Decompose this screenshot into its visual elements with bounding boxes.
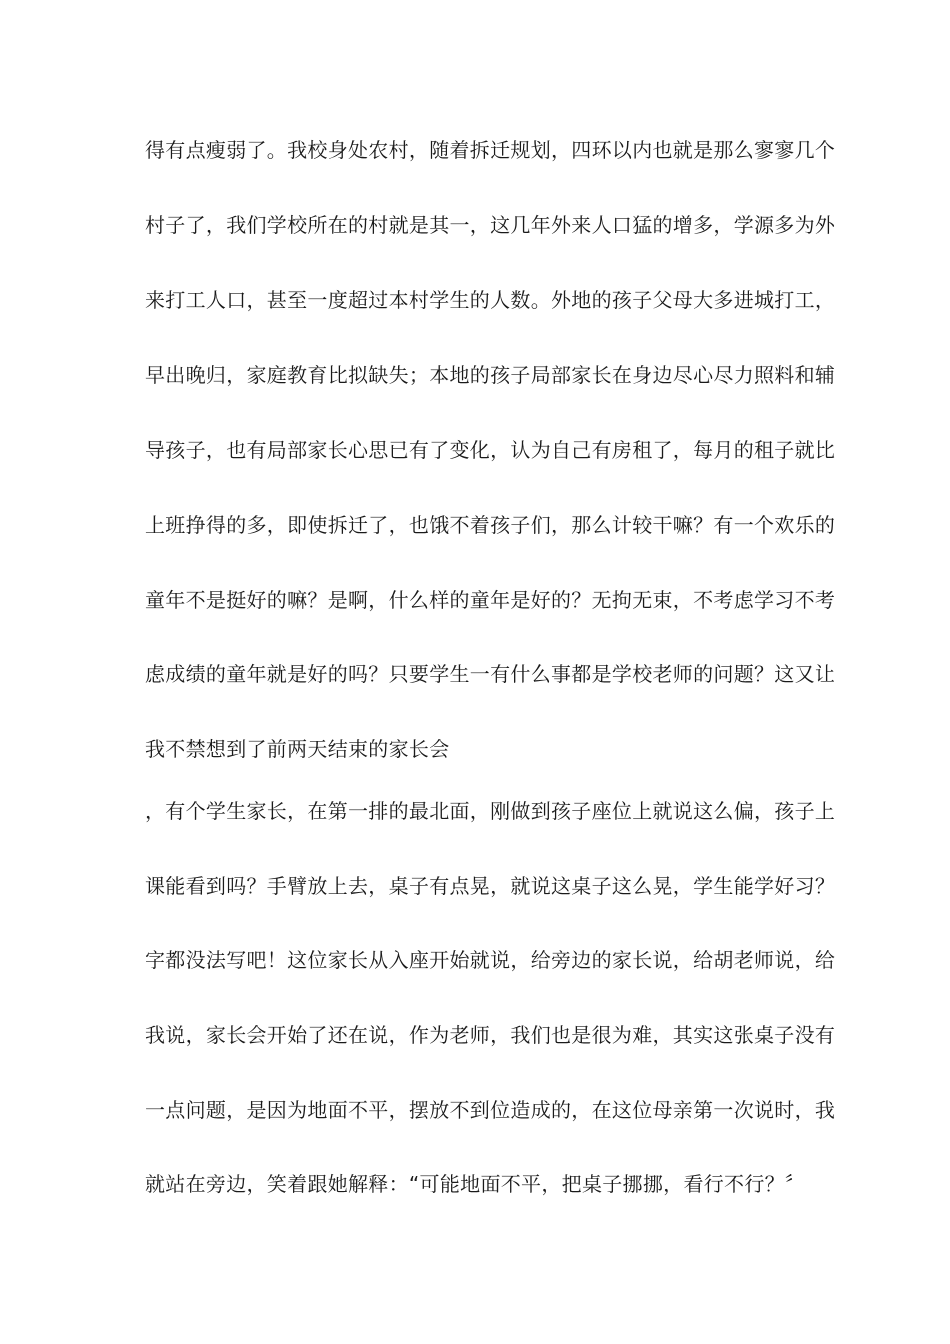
text-line-4: 早出晚归，家庭教育比拟缺失；本地的孩子局部家长在身边尽心尽力照料和辅 [145,363,836,387]
text-line-12: 字都没法写吧！这位家长从入座开始就说，给旁边的家长说，给胡老师说，给 [145,948,836,972]
text-line-1: 得有点瘦弱了。我校身处农村，随着拆迁规划，四环以内也就是那么寥寥几个 [145,138,836,162]
text-line-15: 就站在旁边，笑着跟她解释：“可能地面不平，把桌子挪挪，看行不行？〞 [145,1172,806,1196]
text-line-2: 村子了，我们学校所在的村就是其一，这几年外来人口猛的增多，学源多为外 [145,213,836,237]
text-line-13: 我说，家长会开始了还在说，作为老师，我们也是很为难，其实这张桌子没有 [145,1023,836,1047]
text-line-5: 导孩子，也有局部家长心思已有了变化，认为自己有房租了，每月的租子就比 [145,438,836,462]
text-line-9: 我不禁想到了前两天结束的家长会 [145,737,450,761]
text-line-11: 课能看到吗？手臂放上去，桌子有点晃，就说这桌子这么晃，学生能学好习？ [145,874,836,898]
text-line-10: ，有个学生家长，在第一排的最北面，刚做到孩子座位上就说这么偏，孩子上 [145,799,836,823]
text-line-8: 虑成绩的童年就是好的吗？只要学生一有什么事都是学校老师的问题？这又让 [145,662,836,686]
text-line-6: 上班挣得的多，即使拆迁了，也饿不着孩子们，那么计较干嘛？有一个欢乐的 [145,513,836,537]
text-line-14: 一点问题，是因为地面不平，摆放不到位造成的，在这位母亲第一次说时，我 [145,1098,836,1122]
text-line-7: 童年不是挺好的嘛？是啊，什么样的童年是好的？无拘无束，不考虑学习不考 [145,588,836,612]
text-line-3: 来打工人口，甚至一度超过本村学生的人数。外地的孩子父母大多进城打工， [145,288,836,312]
